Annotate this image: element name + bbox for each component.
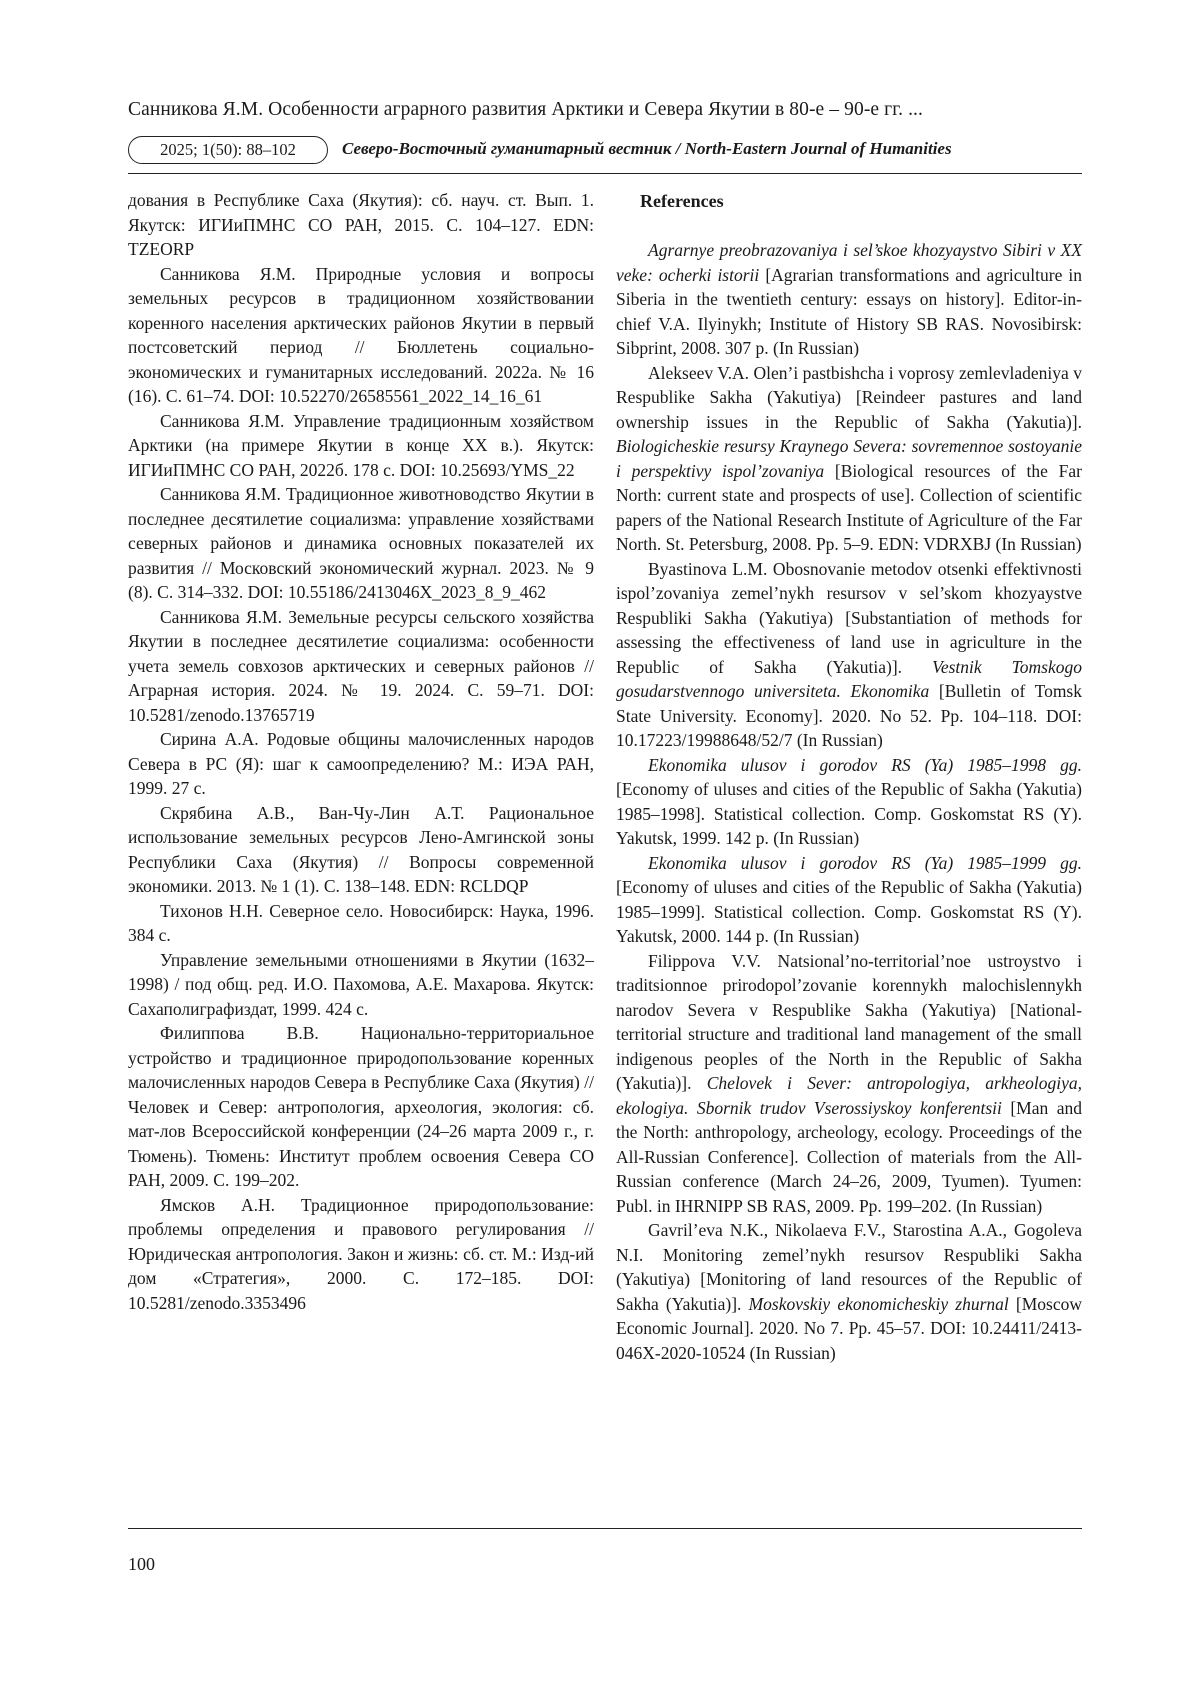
reference-title: Vestnik Tomskogo gosudarstvennogo universiteta. Ekonomika [616,656,1082,701]
bibliography-entry: Сирина А.А. Родовые общины малочисленных народов Севера в РС (Я): шаг к самоопределению? М.: ИЭА РАН, 1999. 27 с. [128,729,594,798]
reference-title: Agrarnye preobrazovaniya i sel’skoe khozyaystvo Sibiri v XX veke: ocherki istorii [616,240,1082,285]
reference-title: Ekonomika ulusov i gorodov RS (Ya) 1985–1998 gg. [648,754,1082,775]
reference-text: [Economy of uluses and cities of the Republic of Sakha (Yakutia) 1985–1998]. Statistical collection. Comp. Goskomstat RS (Y). Yakutsk, 1999. 142 p. (In Russian) [616,779,1082,848]
reference-entry [616,949,1082,1219]
reference-entry [616,361,1082,557]
reference-title: Moskovskiy ekonomicheskiy zhurnal [748,1293,1009,1314]
references-heading: References [640,191,724,211]
header-divider [128,173,1082,174]
references-column [616,188,1082,1365]
left-column [128,188,594,1315]
reference-entry [616,1218,1082,1365]
reference-text: Alekseev V.A. Olen’i pastbishcha i voprosy zemlevladeniya v Respublike Sakha (Yakutiya) [Reindeer pastures and land ownership issues in the Republic of Sakha (Yakutia)]. [616,362,1082,432]
reference-text: Byastinova L.M. Obosnovanie metodov otsenki effektivnosti ispol’zovaniya zemel’nykh resursov v sel’skom khozyaystve Respubliki Sakha (Yakutiya) [Substantiation of methods for assessing the effectiveness of land use in agriculture in the Republic of Sakha (Yakutia)]. [616,558,1082,677]
bibliography-entry: Санникова Я.М. Земельные ресурсы сельского хозяйства Якутии в последнее десятилетие социализма: особенности учета земель совхозов арктических и северных районов // Аграрная история. 2024. № 19. 2024. С. 59–71. DOI: 10.5281/zenodo.13765719 [128,606,594,725]
reference-text: [Economy of uluses and cities of the Republic of Sakha (Yakutia) 1985–1999]. Statistical collection. Comp. Goskomstat RS (Y). Yakutsk, 2000. 144 p. (In Russian) [616,877,1082,946]
reference-title: Ekonomika ulusov i gorodov RS (Ya) 1985–1999 gg. [648,852,1082,873]
reference-text: [Biological resources of the Far North: current state and prospects of use]. Collection of scientific papers of the National Research Institute of Agriculture of the Far North. St. Petersburg, 2008. Pp. 5–9. EDN: VDRXBJ (In Russian) [616,460,1082,554]
reference-text: [Moscow Economic Journal]. 2020. No 7. Pp. 45–57. DOI: 10.24411/2413-046X-2020-10524 (In Russian) [616,1293,1082,1363]
reference-entry [616,851,1082,949]
reference-text: [Bulletin of Tomsk State University. Economy]. 2020. No 52. Pp. 104–118. DOI: 10.17223/19988648/52/7 (In Russian) [616,681,1082,750]
bibliography-entry: Санникова Я.М. Традиционное животноводство Якутии в последнее десятилетие социализма: управление хозяйствами северных районов и динамика основных показателей их развития // Московский экономический журнал. 2023. № 9 (8). С. 314–332. DOI: 10.55186/2413046X_2023_8_9_462 [128,484,594,602]
reference-entry [616,238,1082,361]
bibliography-entry: Управление земельными отношениями в Якутии (1632–1998) / под общ. ред. И.О. Пахомова, А.Е. Махарова. Якутск: Сахаполиграфиздат, 1999. 424 с. [128,949,594,1019]
bibliography-entry: Тихонов Н.Н. Северное село. Новосибирск: Наука, 1996. 384 с. [128,900,594,945]
reference-title: Chelovek i Sever: antropologiya, arkheologiya, ekologiya. Sbornik trudov Vserossiyskoy konferentsii [616,1073,1082,1118]
reference-title: Biologicheskie resursy Kraynego Severa: sovremennoe sostoyanie i perspektivy ispol’zovaniya [616,436,1082,481]
bibliography-entry: Филиппова В.В. Национально-территориальное устройство и традиционное природопользование коренных малочисленных народов Севера в Республике Саха (Якутия) // Человек и Север: антропология, археология, экология: сб. мат-лов Всероссийской конференции (24–26 марта 2009 г., г. Тюмень). Тюмень: Институт проблем освоения Севера СО РАН, 2009. С. 199–202. [128,1023,594,1190]
reference-text: [Agrarian transformations and agriculture in Siberia in the twentieth century: essays on history]. Editor-in-chief V.A. Ilyinykh; Institute of History SB RAS. Novosibirsk: Sibprint, 2008. 307 p. (In Russian) [616,264,1082,358]
journal-name: Северо-Восточный гуманитарный вестник / North-Eastern Journal of Humanities [342,139,952,158]
bibliography-entry: Санникова Я.М. Управление традиционным хозяйством Арктики (на примере Якутии в конце XX в.). Якутск: ИГИиПМНС СО РАН, 2022б. 178 с. DOI: 10.25693/YMS_22 [128,410,594,480]
reference-text: Filippova V.V. Natsional’no-territorial’noe ustroystvo i traditsionnoe prirodopol’zovanie korennykh malochislennykh narodov Severa v Respublike Sakha (Yakutiya) [National-territorial structure and traditional land management of the small indigenous peoples of the North in the Republic of Sakha (Yakutia)]. [616,950,1082,1093]
running-header-title: Санникова Я.М. Особенности аграрного развития Арктики и Севера Якутии в 80-е – 90-е гг. ... [128,99,924,120]
bibliography-entry: Санникова Я.М. Природные условия и вопросы земельных ресурсов в традиционном хозяйствовании коренного населения арктических районов Якутии в первый постсоветский период // Бюллетень социально-экономических и гуманитарных исследований. 2022a. № 16 (16). С. 61–74. DOI: 10.52270/26585561_2022_14_16_61 [128,263,594,406]
bibliography-entry: Скрябина А.В., Ван-Чу-Лин А.Т. Рациональное использование земельных ресурсов Лено-Амгинской зоны Республики Саха (Якутия) // Вопросы современной экономики. 2013. № 1 (1). С. 138–148. EDN: RCLDQP [128,802,594,896]
reference-text: Gavril’eva N.K., Nikolaeva F.V., Starostina A.A., Gogoleva N.I. Monitoring zemel’nykh resursov Respubliki Sakha (Yakutiya) [Monitoring of land resources of the Republic of Sakha (Yakutia)]. [616,1220,1082,1314]
reference-entry [616,557,1082,753]
reference-entry [616,753,1082,851]
bibliography-entry: Ямсков А.Н. Традиционное природопользование: проблемы определения и правового регулирования // Юридическая антропология. Закон и жизнь: сб. ст. М.: Изд-ий дом «Стратегия», 2000. С. 172–185. DOI: 10.5281/zenodo.3353496 [128,1194,594,1313]
issue-badge: 2025; 1(50): 88–102 [128,136,328,164]
reference-text: [Man and the North: anthropology, archeology, ecology. Proceedings of the All-Russian Conference]. Collection of materials from the All-Russian conference (March 24–26, 2009, Tyumen). Tyumen: Publ. in IHRNIPP SB RAS, 2009. Pp. 199–202. (In Russian) [616,1097,1082,1216]
bibliography-entry: дования в Республике Саха (Якутия): сб. науч. ст. Вып. 1. Якутск: ИГИиПМНС СО РАН, 2015. С. 104–127. EDN: TZEORP [128,190,594,259]
footer-divider [128,1528,1082,1529]
page-number: 100 [128,1554,155,1574]
